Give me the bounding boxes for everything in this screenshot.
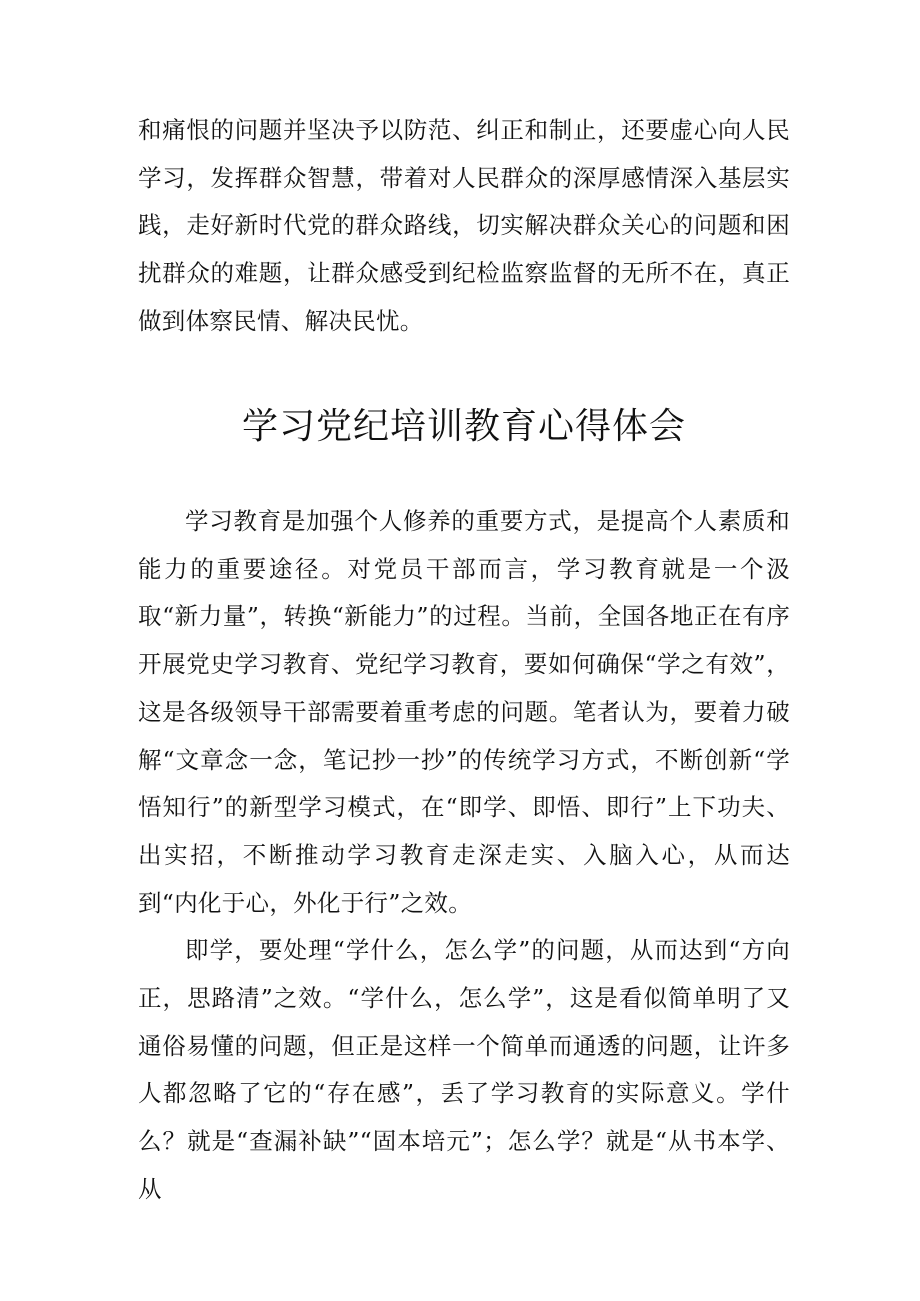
document-body — [138, 498, 790, 1214]
body-paragraph: 学习教育是加强个人修养的重要方式，是提高个人素质和能力的重要途径。对党员干部而言，学习教育就是一个汲取“新力量”，转换“新能力”的过程。当前，全国各地正在有序开展党史学习教育、党纪学习教育，要如何确保“学之有效”，这是各级领导干部需要着重考虑的问题。笔者认为，要着力破解“文章念一念，笔记抄一抄”的传统学习方式，不断创新“学悟知行”的新型学习模式，在“即学、即悟、即行”上下功夫、出实招，不断推动学习教育走深走实、入脑入心，从而达到“内化于心，外化于行”之效。 — [138, 507, 790, 917]
body-paragraph: 即学，要处理“学什么，怎么学”的问题，从而达到“方向正，思路清”之效。“学什么，怎么学”，这是看似简单明了又通俗易懂的问题，但正是这样一个简单而通透的问题，让许多人都忽略了它的“存在感”，丢了学习教育的实际意义。学什么？就是“查漏补缺”“固本培元”；怎么学？就是“从书本学、从 — [138, 936, 790, 1203]
continued-paragraph: 和痛恨的问题并坚决予以防范、纠正和制止，还要虚心向人民学习，发挥群众智慧，带着对人民群众的深厚感情深入基层实践，走好新时代党的群众路线，切实解决群众关心的问题和困扰群众的难题，让群众感受到纪检监察监督的无所不在，真正做到体察民情、解决民忧。 — [138, 116, 790, 335]
document-title: 学习党纪培训教育心得体会 — [241, 406, 686, 447]
